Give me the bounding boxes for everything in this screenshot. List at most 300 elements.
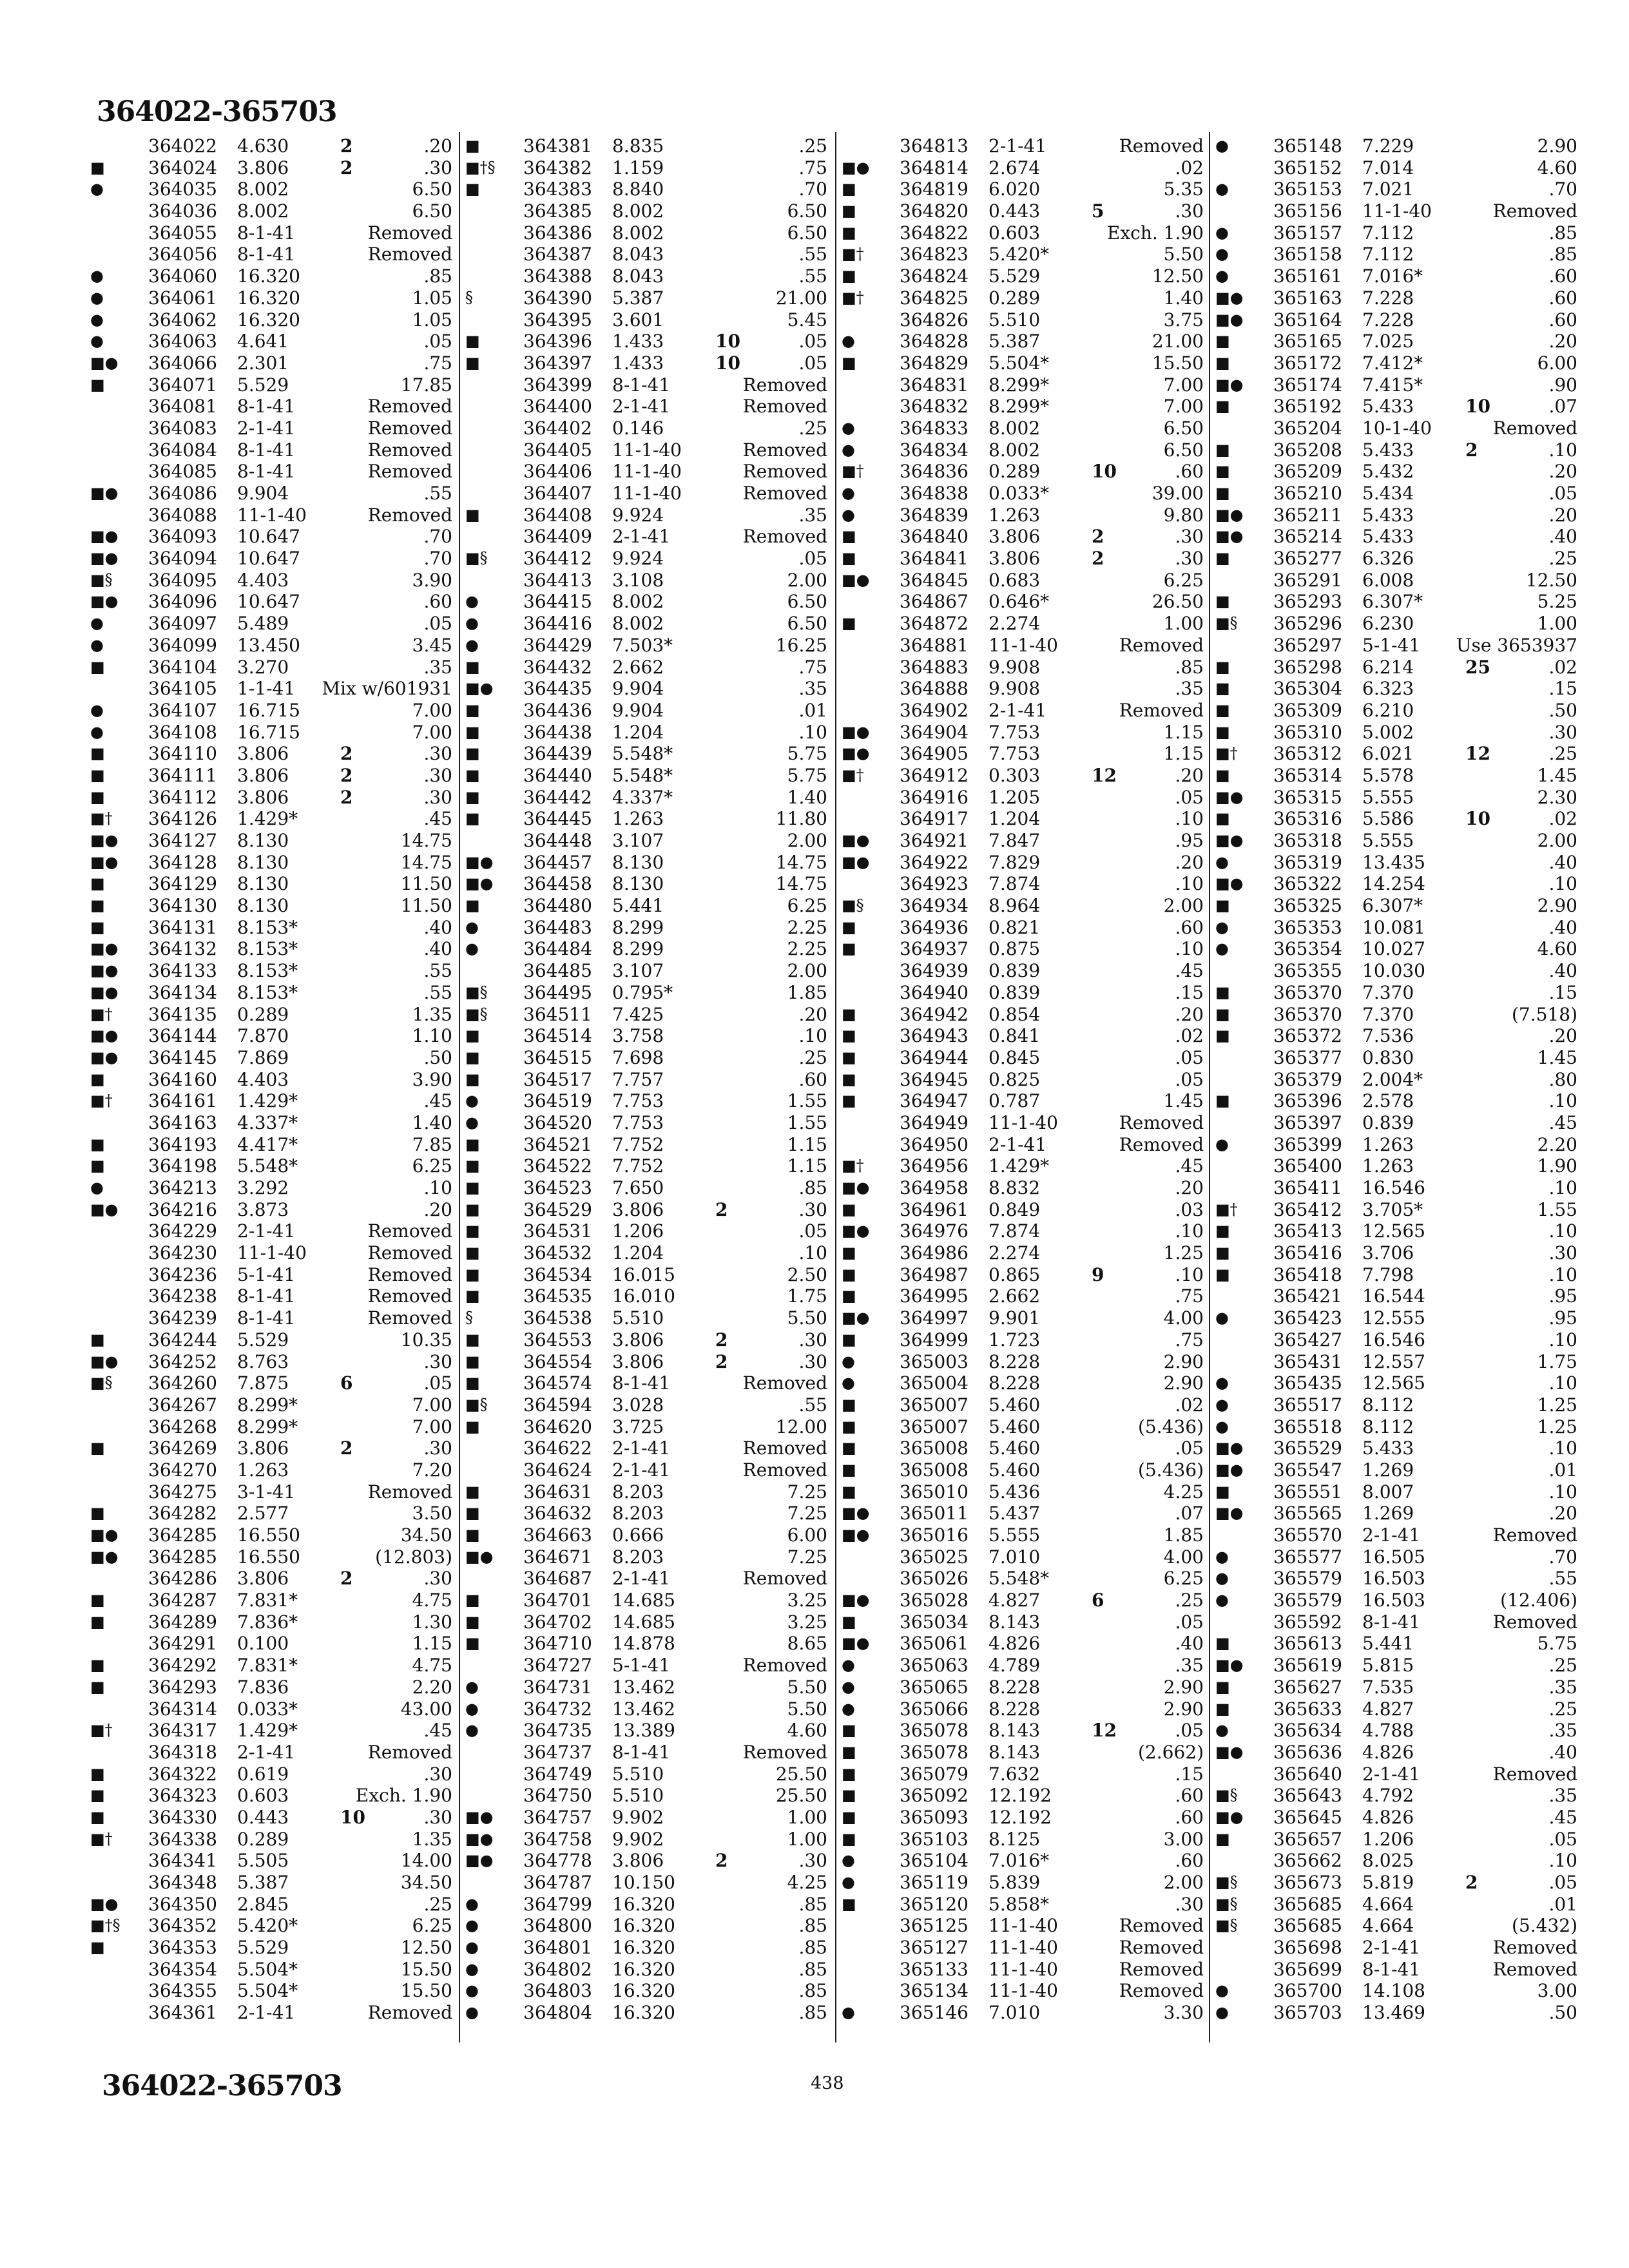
part-number: 364632: [523, 1503, 592, 1524]
table-row: [840, 265, 1208, 287]
price: .10: [1548, 1437, 1577, 1459]
table-row: [89, 265, 456, 287]
price: 1.15: [787, 1155, 827, 1177]
part-number: 365613: [1273, 1633, 1342, 1655]
row-symbols: ●: [842, 1851, 855, 1870]
part-number: 364457: [523, 851, 592, 873]
table-row: [1214, 418, 1581, 439]
table-row: [840, 1242, 1208, 1264]
part-value: 4.417*: [237, 1133, 298, 1155]
price: Removed: [1119, 135, 1204, 157]
price: Mix w/601931: [322, 678, 452, 700]
part-number: 365518: [1273, 1416, 1342, 1437]
table-row: [89, 1459, 456, 1481]
row-symbols: ■: [842, 1721, 856, 1740]
part-value: 8.153*: [237, 960, 298, 982]
table-row: [464, 1894, 831, 1916]
table-row: [1214, 548, 1581, 570]
part-number: 365209: [1273, 461, 1342, 483]
price: .75: [423, 352, 452, 374]
price: .30: [1175, 1893, 1204, 1915]
part-number: 365316: [1273, 808, 1342, 830]
row-symbols: ■§: [90, 1374, 113, 1392]
row-symbols: ■●: [1215, 874, 1244, 893]
part-value: 5.504*: [237, 1958, 298, 1980]
part-value: 8.228: [988, 1372, 1041, 1394]
table-row: [840, 461, 1208, 483]
part-number: 364958: [900, 1177, 969, 1198]
part-value: 7.412*: [1362, 352, 1423, 374]
table-row: [1214, 1069, 1581, 1091]
part-number: 365699: [1273, 1958, 1342, 1980]
price: .75: [1175, 1329, 1204, 1350]
table-row: [89, 1069, 456, 1091]
price: .30: [423, 764, 452, 786]
part-value: 1.433: [612, 331, 664, 352]
table-row: [89, 1351, 456, 1373]
quantity: 2: [715, 1850, 728, 1872]
quantity: 5: [1092, 200, 1104, 222]
part-number: 364354: [148, 1958, 217, 1980]
part-number: 364229: [148, 1220, 217, 1242]
part-number: 364318: [148, 1741, 217, 1763]
part-value: 2-1-41: [612, 1459, 671, 1481]
table-row: [840, 830, 1208, 852]
table-row: [1214, 722, 1581, 744]
table-row: [464, 1416, 831, 1438]
table-row: [89, 787, 456, 809]
row-symbols: ■●: [1215, 1656, 1244, 1675]
table-row: [89, 1524, 456, 1546]
row-symbols: ■: [90, 874, 105, 893]
part-number: 364400: [523, 396, 592, 418]
part-value: 5.555: [1362, 786, 1414, 808]
row-symbols: ■: [90, 1157, 105, 1175]
row-symbols: ■: [90, 765, 105, 784]
row-symbols: ■●: [1215, 831, 1244, 849]
price: 3.50: [412, 1503, 452, 1524]
part-value: 5.510: [612, 1307, 664, 1329]
price: 4.75: [412, 1655, 452, 1677]
price: .05: [1175, 1068, 1204, 1090]
row-symbols: ●: [90, 722, 104, 741]
row-symbols: ●: [1215, 1981, 1229, 2000]
part-number: 364322: [148, 1763, 217, 1785]
table-row: [1214, 982, 1581, 1004]
price: 2.00: [1163, 1872, 1204, 1893]
part-number: 364824: [900, 265, 969, 287]
table-row: [464, 461, 831, 483]
part-value: 5.510: [612, 1785, 664, 1807]
part-number: 364341: [148, 1850, 217, 1872]
row-symbols: ●: [842, 1873, 855, 1891]
part-number: 364881: [900, 634, 969, 656]
table-row: [89, 1742, 456, 1763]
part-number: 365379: [1273, 1068, 1342, 1090]
part-number: 364553: [523, 1329, 592, 1350]
price: .90: [1548, 374, 1577, 396]
part-number: 364710: [523, 1633, 592, 1655]
price: .10: [1548, 1481, 1577, 1503]
row-symbols: ■: [1215, 549, 1230, 568]
table-row: [1214, 1351, 1581, 1373]
part-number: 364066: [148, 352, 217, 374]
price: .60: [1175, 916, 1204, 938]
table-row: [89, 1677, 456, 1698]
price: 12.50: [1152, 265, 1204, 287]
part-value: 7.874: [988, 1220, 1041, 1242]
row-symbols: ■: [1215, 353, 1230, 372]
part-value: 11-1-40: [988, 1980, 1058, 2002]
part-value: 8.299*: [988, 396, 1050, 418]
part-number: 364987: [900, 1264, 969, 1285]
table-row: [1214, 526, 1581, 548]
table-row: [89, 352, 456, 374]
price: 1.00: [787, 1806, 827, 1828]
row-symbols: ■●: [1215, 1742, 1244, 1761]
part-number: 364445: [523, 808, 592, 830]
table-row: [89, 1785, 456, 1807]
table-row: [89, 591, 456, 613]
row-symbols: ■: [842, 1026, 856, 1045]
quantity: 10: [1465, 808, 1490, 830]
price: Removed: [1119, 1111, 1204, 1133]
part-value: 16.550: [237, 1546, 300, 1568]
part-number: 364429: [523, 634, 592, 656]
price: 3.45: [412, 634, 452, 656]
part-number: 365003: [900, 1350, 969, 1372]
table-row: [840, 1481, 1208, 1503]
table-row: [840, 352, 1208, 374]
table-row: [89, 287, 456, 309]
price: 12.50: [400, 1937, 452, 1959]
table-row: [1214, 461, 1581, 483]
row-symbols: ●: [465, 1916, 479, 1935]
part-number: 364268: [148, 1416, 217, 1437]
price: .40: [1548, 851, 1577, 873]
price: 6.25: [787, 895, 827, 917]
part-value: 2-1-41: [612, 1568, 671, 1590]
quantity: 10: [1465, 396, 1490, 418]
part-number: 364520: [523, 1111, 592, 1133]
part-value: 5.441: [612, 895, 664, 917]
part-number: 364399: [523, 374, 592, 396]
table-row: [1214, 1568, 1581, 1590]
table-row: [464, 178, 831, 200]
part-number: 364939: [900, 960, 969, 982]
part-value: 12.557: [1362, 1350, 1425, 1372]
part-value: 14.878: [612, 1633, 675, 1655]
part-number: 365065: [900, 1676, 969, 1698]
part-value: 8.043: [612, 244, 664, 265]
price: .25: [1548, 548, 1577, 570]
table-row: [89, 1698, 456, 1720]
part-value: 5.548*: [988, 1568, 1050, 1590]
table-row: [1214, 352, 1581, 374]
price: .30: [1548, 1242, 1577, 1264]
table-row: [840, 1633, 1208, 1655]
part-number: 364063: [148, 331, 217, 352]
row-symbols: ■●: [842, 1526, 870, 1544]
table-row: [464, 1633, 831, 1655]
table-row: [840, 1850, 1208, 1872]
part-value: 8.002: [988, 439, 1041, 461]
part-value: 3.725: [612, 1416, 664, 1437]
row-symbols: ■●: [465, 852, 494, 871]
part-value: 3.806: [237, 764, 289, 786]
quantity: 2: [715, 1198, 728, 1220]
table-row: [464, 1568, 831, 1590]
table-row: [840, 613, 1208, 635]
part-value: 4.641: [237, 331, 289, 352]
part-number: 364829: [900, 352, 969, 374]
row-symbols: ■§: [465, 1004, 488, 1023]
quantity: 12: [1465, 743, 1490, 765]
table-row: [464, 1937, 831, 1959]
table-row: [1214, 1633, 1581, 1655]
part-number: 365355: [1273, 960, 1342, 982]
part-number: 364803: [523, 1980, 592, 2002]
price: 1.05: [412, 287, 452, 309]
part-value: 8.112: [1362, 1416, 1414, 1437]
price: 4.60: [1537, 157, 1577, 178]
table-row: [89, 1372, 456, 1394]
part-value: 13.469: [1362, 2002, 1425, 2024]
part-value: 16.320: [612, 2002, 675, 2024]
part-number: 364834: [900, 439, 969, 461]
part-value: 8.002: [612, 591, 664, 613]
table-row: [464, 1025, 831, 1047]
row-symbols: ■: [842, 267, 856, 285]
price: .40: [423, 916, 452, 938]
row-symbols: ●: [1215, 1395, 1229, 1414]
table-row: [89, 1568, 456, 1590]
part-number: 364442: [523, 786, 592, 808]
part-number: 364413: [523, 569, 592, 591]
price: Removed: [742, 1372, 827, 1394]
part-number: 365079: [900, 1763, 969, 1785]
row-symbols: ■: [1215, 1026, 1230, 1045]
row-symbols: ■●: [465, 1851, 494, 1870]
table-row: [464, 895, 831, 917]
price: .10: [798, 1242, 827, 1264]
price: .85: [1175, 656, 1204, 678]
table-row: [464, 1742, 831, 1763]
price: 14.75: [775, 873, 827, 895]
part-value: 2-1-41: [1362, 1524, 1421, 1546]
part-value: 5.529: [237, 1937, 289, 1959]
table-row: [89, 1763, 456, 1785]
part-value: 8.763: [237, 1350, 289, 1372]
table-row: [1214, 2002, 1581, 2024]
table-row: [840, 548, 1208, 570]
part-number: 364822: [900, 222, 969, 244]
table-row: [1214, 938, 1581, 960]
table-row: [840, 765, 1208, 787]
row-symbols: ■: [1215, 440, 1230, 459]
table-row: [840, 635, 1208, 657]
part-value: 0.839: [1362, 1111, 1414, 1133]
part-number: 364107: [148, 699, 217, 721]
table-row: [464, 352, 831, 374]
table-row: [1214, 157, 1581, 179]
row-symbols: ■: [1215, 462, 1230, 481]
price: 12.00: [775, 1416, 827, 1437]
table-row: [840, 1329, 1208, 1351]
part-number: 365061: [900, 1633, 969, 1655]
quantity: 10: [715, 331, 740, 352]
price: .05: [1548, 1828, 1577, 1850]
part-value: 3.806: [237, 157, 289, 178]
table-row: [464, 678, 831, 700]
part-value: 8.002: [612, 613, 664, 635]
table-row: [1214, 1720, 1581, 1742]
price: 34.50: [400, 1872, 452, 1893]
table-row: [464, 1155, 831, 1177]
price: 6.25: [412, 1155, 452, 1177]
row-symbols: ●: [465, 1113, 479, 1131]
table-row: [1214, 439, 1581, 461]
table-row: [840, 1959, 1208, 1981]
table-row: [1214, 1112, 1581, 1134]
part-value: 0.603: [988, 222, 1041, 244]
part-number: 364099: [148, 634, 217, 656]
part-number: 364388: [523, 265, 592, 287]
part-number: 365319: [1273, 851, 1342, 873]
part-value: 6.214: [1362, 656, 1414, 678]
price: .60: [1548, 309, 1577, 331]
part-value: 2.674: [988, 157, 1041, 178]
part-number: 365010: [900, 1481, 969, 1503]
price: 2.25: [787, 916, 827, 938]
part-number: 364828: [900, 331, 969, 352]
part-number: 364163: [148, 1111, 217, 1133]
table-row: [1214, 1372, 1581, 1394]
table-row: [1214, 1264, 1581, 1286]
row-symbols: ■†: [1215, 744, 1238, 763]
part-number: 364408: [523, 504, 592, 526]
table-row: [89, 1915, 456, 1937]
part-number: 365413: [1273, 1220, 1342, 1242]
table-row: [1214, 483, 1581, 505]
price: .20: [1548, 1025, 1577, 1047]
price: .35: [1175, 678, 1204, 700]
row-symbols: ■●: [465, 1547, 494, 1566]
price: 1.40: [787, 786, 827, 808]
price: .05: [1175, 1720, 1204, 1742]
table-row: [1214, 1090, 1581, 1112]
part-value: 8.112: [1362, 1394, 1414, 1416]
part-number: 365354: [1273, 938, 1342, 960]
table-row: [1214, 1177, 1581, 1199]
part-number: 364432: [523, 656, 592, 678]
quantity: 2: [340, 743, 353, 765]
row-symbols: ●: [465, 2003, 479, 2022]
part-value: 5.387: [988, 331, 1041, 352]
row-symbols: ■: [465, 1287, 480, 1305]
price: Removed: [367, 244, 452, 265]
part-number: 364923: [900, 873, 969, 895]
table-row: [89, 1220, 456, 1242]
quantity: 12: [1092, 764, 1117, 786]
part-number: 365325: [1273, 895, 1342, 917]
part-value: 7.010: [988, 2002, 1041, 2024]
row-symbols: ■: [90, 1591, 105, 1610]
table-row: [89, 700, 456, 722]
part-value: 6.020: [988, 178, 1041, 200]
part-number: 364757: [523, 1806, 592, 1828]
price: 2.90: [1537, 895, 1577, 917]
table-row: [1214, 1872, 1581, 1894]
part-value: 2.274: [988, 613, 1041, 635]
table-row: [464, 1503, 831, 1524]
quantity: 2: [1465, 1872, 1478, 1893]
table-row: [840, 917, 1208, 939]
row-symbols: ●: [90, 635, 104, 654]
part-value: 11-1-40: [612, 483, 682, 504]
row-symbols: ■§: [1215, 1916, 1238, 1935]
table-row: [840, 1807, 1208, 1829]
row-symbols: ■: [1215, 1265, 1230, 1283]
part-value: 3.806: [612, 1329, 664, 1350]
row-symbols: ■●: [90, 983, 119, 1001]
table-row: [89, 1416, 456, 1438]
part-number: 365310: [1273, 721, 1342, 743]
price: 11.50: [400, 895, 452, 917]
table-row: [464, 1807, 831, 1829]
part-value: 16.320: [612, 1980, 675, 2002]
table-row: [89, 873, 456, 895]
part-value: 13.435: [1362, 851, 1425, 873]
part-value: 4.826: [1362, 1741, 1414, 1763]
price: .01: [1548, 1893, 1577, 1915]
part-number: 365318: [1273, 830, 1342, 851]
part-number: 365435: [1273, 1372, 1342, 1394]
row-symbols: ■●: [842, 1591, 870, 1610]
row-symbols: ■: [465, 1417, 480, 1436]
row-symbols: ■: [465, 1504, 480, 1523]
quantity: 12: [1092, 1720, 1117, 1742]
price: Removed: [367, 1220, 452, 1242]
part-value: 14.685: [612, 1611, 675, 1633]
part-value: 1.204: [612, 1242, 664, 1264]
price: .70: [798, 178, 827, 200]
price: .55: [423, 483, 452, 504]
part-value: 5.420*: [988, 244, 1050, 265]
price: .15: [1175, 1763, 1204, 1785]
table-row: [89, 244, 456, 265]
part-value: 6.210: [1362, 699, 1414, 721]
row-symbols: ■: [842, 1417, 856, 1436]
price: Removed: [742, 1741, 827, 1763]
table-row: [89, 1112, 456, 1134]
row-symbols: ●: [1215, 1569, 1229, 1588]
part-number: 364905: [900, 743, 969, 765]
part-value: 5.437: [988, 1503, 1041, 1524]
price: 1.45: [1163, 1090, 1204, 1112]
part-value: 0.865: [988, 1264, 1041, 1285]
price: 1.40: [1163, 287, 1204, 309]
row-symbols: ●: [90, 332, 104, 351]
part-number: 364436: [523, 699, 592, 721]
price: .05: [1175, 1046, 1204, 1068]
table-row: [1214, 1850, 1581, 1872]
price: .40: [1548, 1741, 1577, 1763]
part-number: 365152: [1273, 157, 1342, 178]
part-value: 0.666: [612, 1524, 664, 1546]
part-number: 364945: [900, 1068, 969, 1090]
part-number: 364999: [900, 1329, 969, 1350]
